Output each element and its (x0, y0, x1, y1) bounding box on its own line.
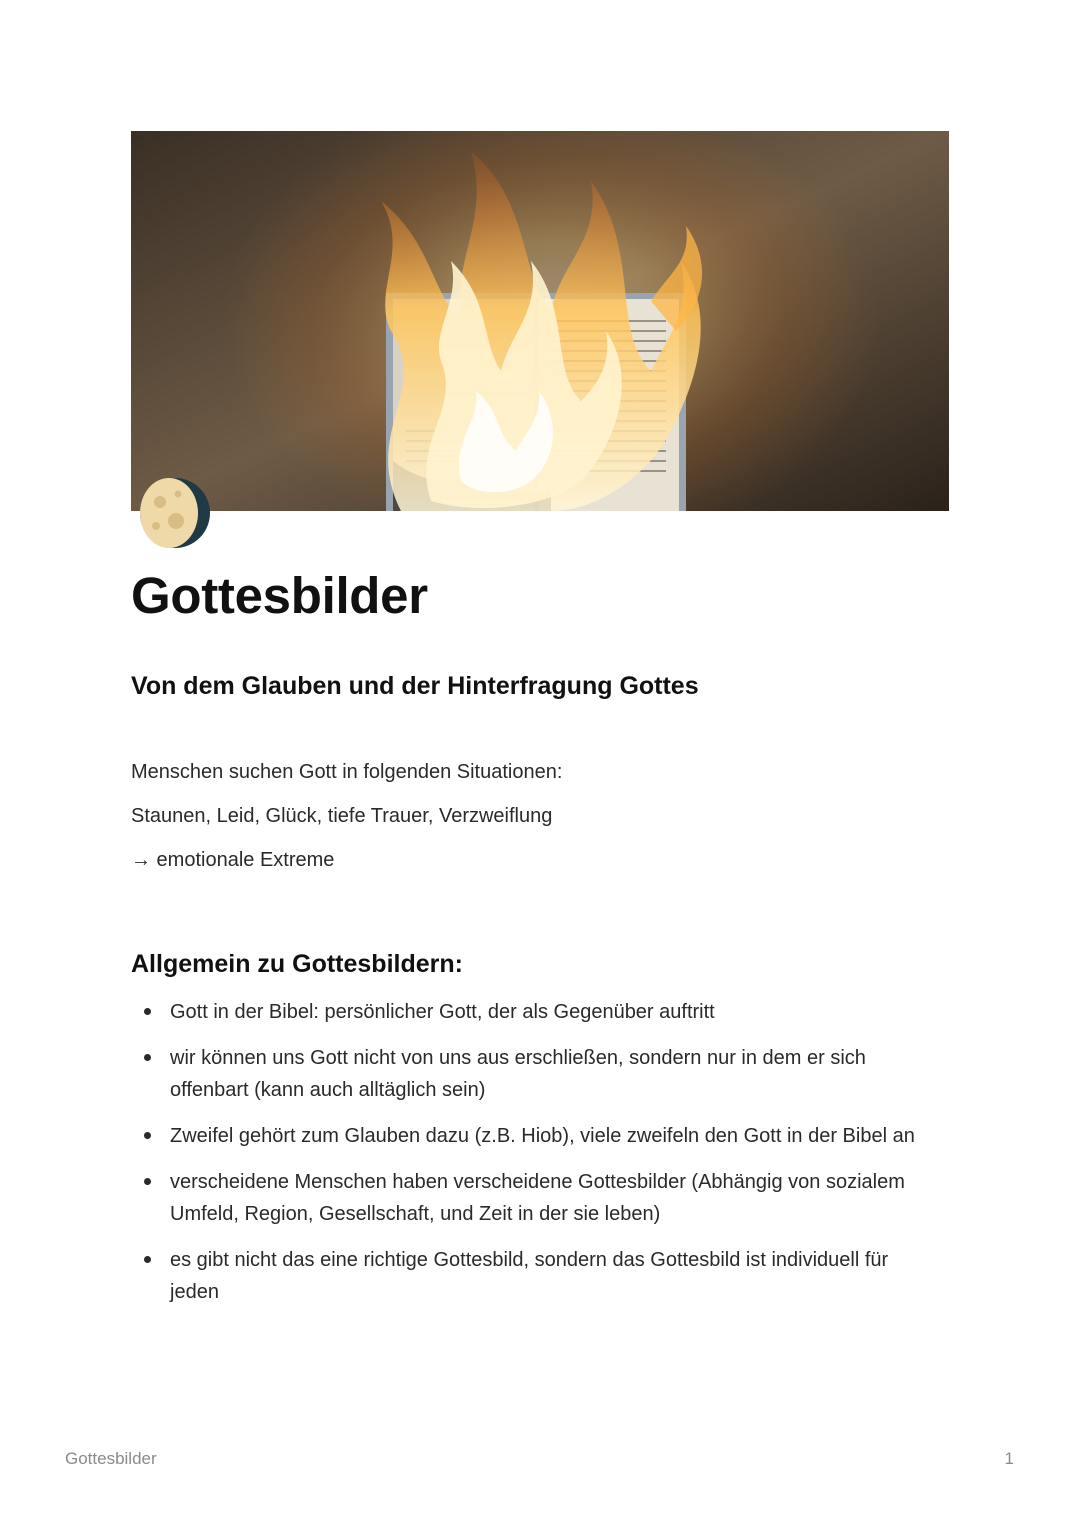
list-item: verscheidene Menschen haben verscheidene Gottesbilder (Abhängig von sozialem Umfeld, Region, Gesellschaft, und Zeit in der sie leben) (131, 1166, 941, 1230)
list-item: Zweifel gehört zum Glauben dazu (z.B. Hiob), viele zweifeln den Gott in der Bibel an (131, 1120, 941, 1152)
bullet-list (131, 996, 941, 1322)
cover-image (131, 131, 949, 511)
list-item: wir können uns Gott nicht von uns aus erschließen, sondern nur in dem er sich offenbart (kann auch alltäglich sein) (131, 1042, 941, 1106)
list-item: Gott in der Bibel: persönlicher Gott, der als Gegenüber auftritt (131, 996, 941, 1028)
intro-line-3: → emotionale Extreme (131, 849, 335, 871)
intro-line-2: Staunen, Leid, Glück, tiefe Trauer, Verzweiflung (131, 805, 553, 827)
footer-doc-title: Gottesbilder (65, 1449, 157, 1468)
page-number: 1 (1004, 1449, 1014, 1468)
moon-icon (138, 476, 212, 550)
page-title: Gottesbilder (131, 567, 428, 624)
section-heading: Allgemein zu Gottesbildern: (131, 950, 463, 978)
subtitle-heading: Von dem Glauben und der Hinterfragung Gottes (131, 672, 699, 700)
intro-line-1: Menschen suchen Gott in folgenden Situationen: (131, 761, 563, 783)
list-item: es gibt nicht das eine richtige Gottesbild, sondern das Gottesbild ist individuell für jeden (131, 1244, 941, 1308)
